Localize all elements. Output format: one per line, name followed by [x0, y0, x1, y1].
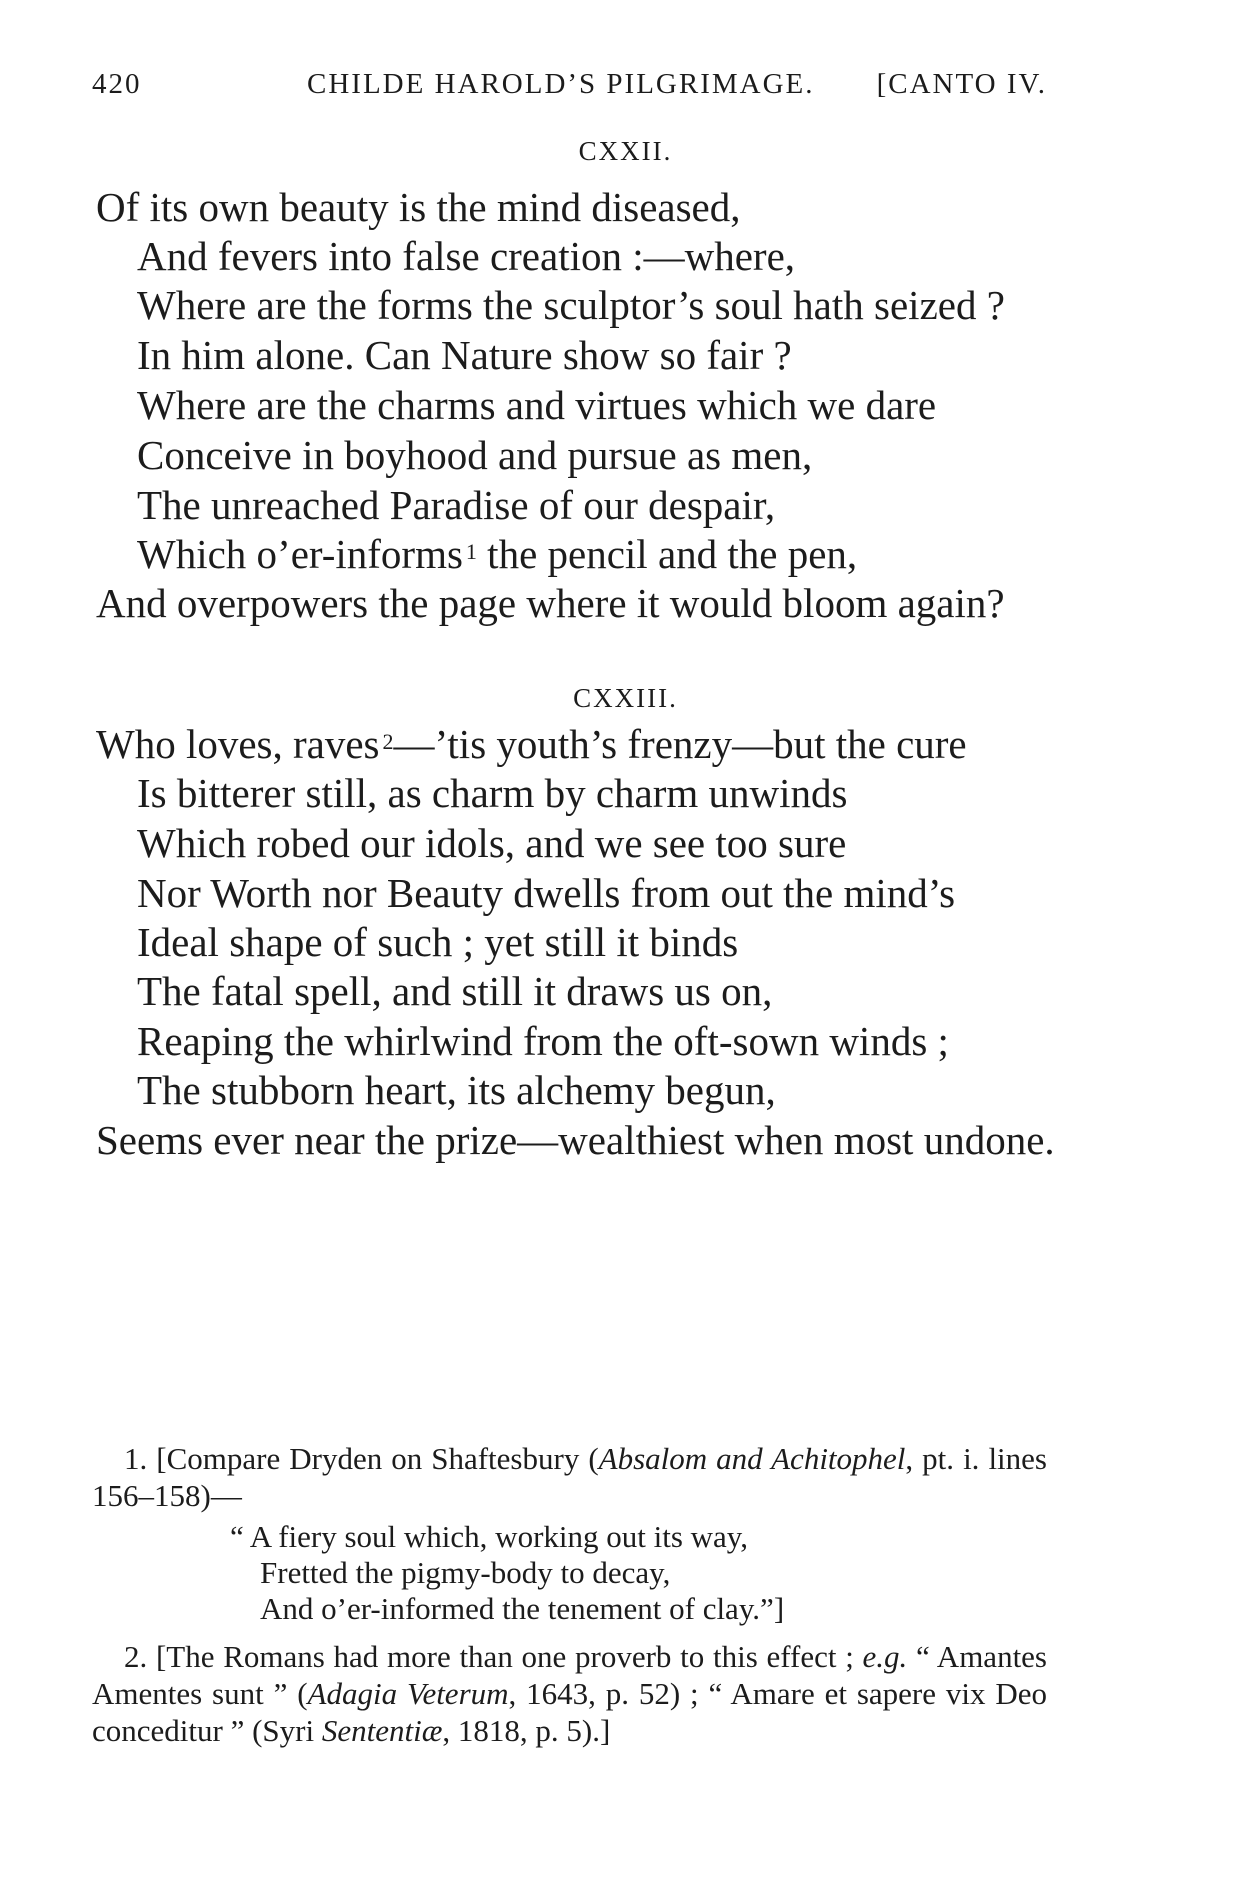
footnote-1 [92, 1440, 1047, 1514]
verse-line: Is bitterer still, as charm by charm unwinds [137, 770, 848, 816]
verse-line: The fatal spell, and still it draws us on, [137, 968, 773, 1014]
verse-line: Reaping the whirlwind from the oft-sown winds ; [137, 1018, 949, 1064]
verse-line [96, 720, 967, 768]
footnote-citation: , 1818, p. 5).] [442, 1713, 611, 1748]
verse-line: Where are the forms the sculptor’s soul hath seized ? [137, 282, 1005, 328]
footnote-citation: , 1643, p. 52) ; “ Amare et sapere vix Deo conceditur ” (Syri [92, 1676, 1047, 1748]
verse-text: the pencil and the pen, [476, 531, 858, 577]
work-title: Adagia Veterum [307, 1676, 509, 1711]
abbreviation: e.g. [862, 1639, 908, 1674]
verse-text: —’tis youth’s frenzy—but the cure [393, 721, 967, 767]
quote-line: And o’er-informed the tenement of clay.”] [260, 1591, 785, 1626]
quote-line: Fretted the pigmy-body to decay, [260, 1555, 671, 1590]
verse-line: And fevers into false creation :—where, [137, 233, 796, 279]
running-header [92, 68, 1047, 112]
canto-label: [CANTO IV. [876, 68, 1047, 100]
stanza-number-cxxii: CXXII. [578, 136, 673, 166]
footnote-lead: 2. [The Romans had more than one proverb to this effect ; [124, 1639, 854, 1674]
verse-line: Nor Worth nor Beauty dwells from out the mind’s [137, 870, 956, 916]
footnote-marker-2: 2 [382, 729, 394, 754]
verse-line: Ideal shape of such ; yet still it binds [137, 919, 739, 965]
footnote-text [92, 1638, 1047, 1749]
quote-line: “ A fiery soul which, working out its way, [230, 1519, 749, 1554]
footnote-text [92, 1440, 1047, 1514]
verse-line: The unreached Paradise of our despair, [137, 482, 776, 528]
verse-line: In him alone. Can Nature show so fair ? [137, 332, 792, 378]
verse-line: Where are the charms and virtues which we dare [137, 382, 937, 428]
page-number: 420 [92, 68, 142, 100]
verse-line: The stubborn heart, its alchemy begun, [137, 1067, 776, 1113]
stanza-number-cxxiii: CXXIII. [573, 683, 678, 713]
verse-text: Who loves, raves [96, 721, 380, 767]
verse-line: Which robed our idols, and we see too sure [137, 820, 847, 866]
footnote-marker-1: 1 [465, 539, 477, 564]
footnote-citation: , pt. i. lines 156–158)— [92, 1441, 1047, 1513]
quoted-verse [230, 1518, 784, 1626]
verse-line [137, 530, 857, 578]
footnote-2 [92, 1638, 1047, 1749]
verse-line: Of its own beauty is the mind diseased, [96, 184, 741, 230]
work-title: Absalom and Achitophel [598, 1441, 906, 1476]
work-title: Sententiæ [321, 1713, 443, 1748]
verse-text: Which o’er-informs [137, 531, 463, 577]
verse-line: And overpowers the page where it would bloom again? [96, 580, 1005, 626]
proverb: “ Amantes Amentes sunt ” ( [92, 1639, 1048, 1711]
verse-line: Seems ever near the prize—wealthiest when most undone. [96, 1117, 1055, 1163]
book-title: CHILDE HAROLD’S PILGRIMAGE. [307, 68, 815, 100]
footnote-lead: 1. [Compare Dryden on Shaftesbury ( [124, 1441, 599, 1476]
verse-line: Conceive in boyhood and pursue as men, [137, 432, 813, 478]
